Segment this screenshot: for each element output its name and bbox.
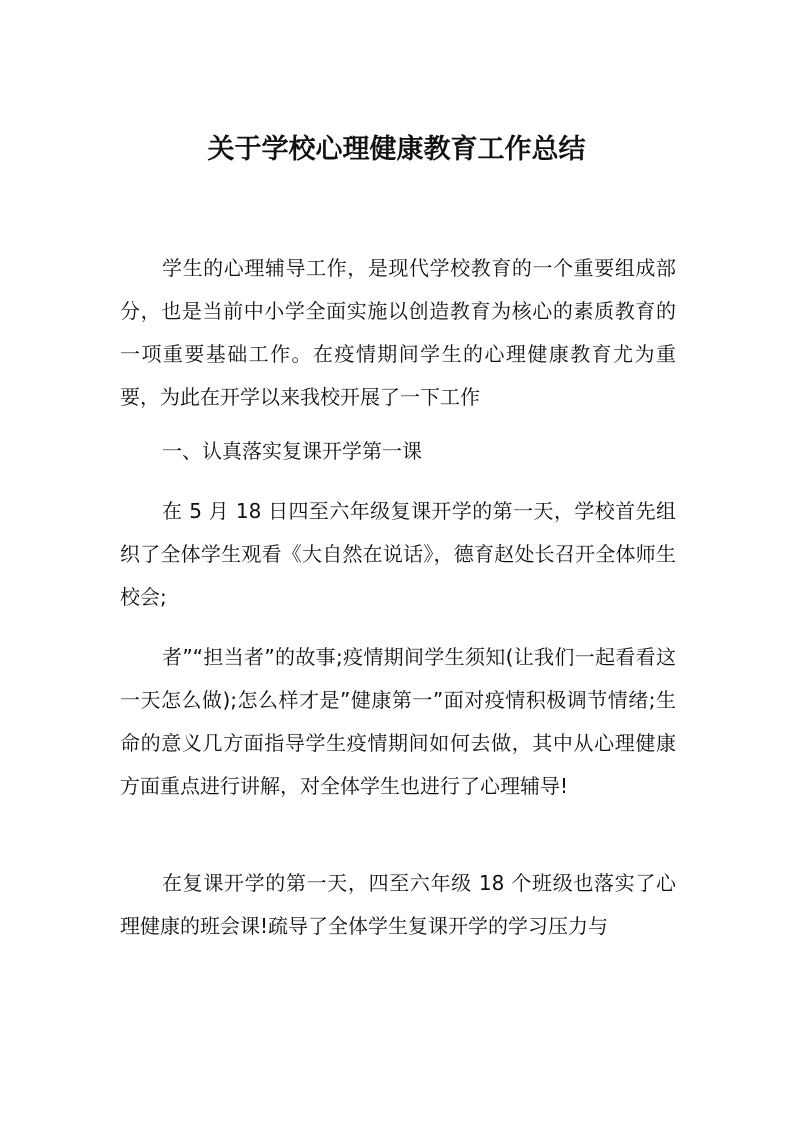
- paragraph-story: 者”“担当者”的故事;疫情期间学生须知(让我们一起看看这一天怎么做);怎么样才是”健康第一”面对疫情积极调节情绪;生命的意义几方面指导学生疫情期间如何去做，其中从心理健康方面重点进行讲解，对全体学生也进行了心理辅导!: [120, 645, 676, 798]
- section-heading-1: 一、认真落实复课开学第一课: [162, 439, 422, 463]
- paragraph-intro: 学生的心理辅导工作，是现代学校教育的一个重要组成部分，也是当前中小学全面实施以创造教育为核心的素质教育的一项重要基础工作。在疫情期间学生的心理健康教育尤为重要，为此在开学以来我校开展了一下工作: [120, 256, 676, 409]
- paragraph-first-day: 在 5 月 18 日四至六年级复课开学的第一天，学校首先组织了全体学生观看《大自然在说话》，德育赵处长召开全体师生校会;: [120, 499, 676, 609]
- document-title: 关于学校心理健康教育工作总结: [207, 134, 586, 165]
- paragraph-class-meeting: 在复课开学的第一天，四至六年级 18 个班级也落实了心理健康的班会课!疏导了全体学生复课开学的学习压力与: [120, 871, 676, 938]
